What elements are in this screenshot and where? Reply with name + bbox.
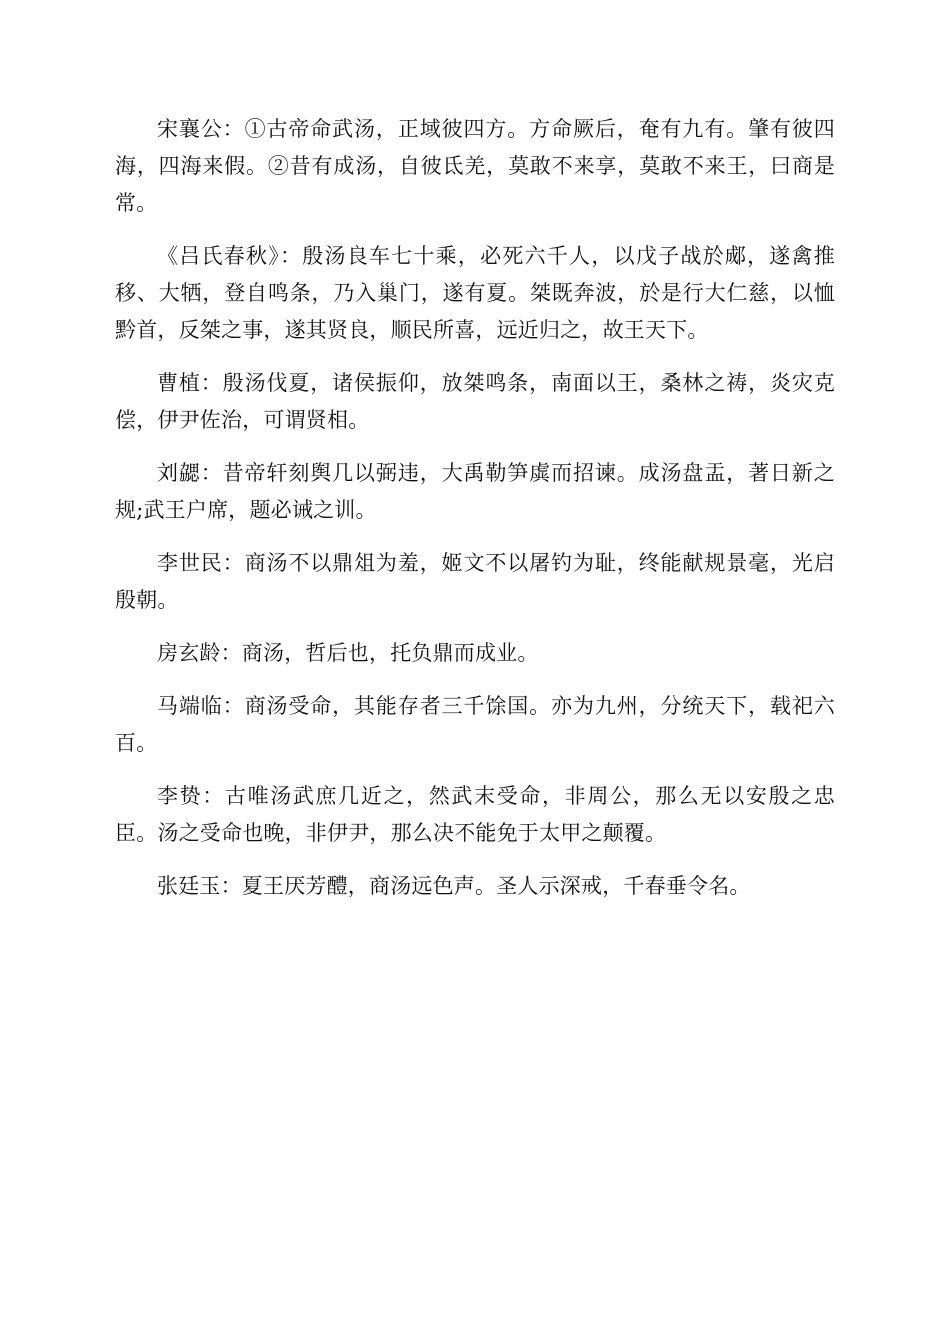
quote-paragraph-liu-xie: 刘勰：昔帝轩刻舆几以弼违，大禹勒笋虡而招谏。成汤盘盂，著日新之规;武王户席，题必诫之训。	[115, 461, 835, 522]
quote-paragraph-li-shimin: 李世民：商汤不以鼎俎为羞，姬文不以屠钓为耻，终能献规景毫，光启殷朝。	[115, 551, 835, 612]
quote-paragraph-ma-duanlin: 马端临：商汤受命，其能存者三千馀国。亦为九州，分统天下，载祀六百。	[115, 694, 835, 755]
quote-paragraph-zhang-tingyu: 张廷玉：夏王厌芳醴，商汤远色声。圣人示深戒，千春垂令名。	[157, 874, 751, 898]
quote-paragraph-cao-zhi: 曹植：殷汤伐夏，诸侯振仰，放桀鸣条，南面以王，桑林之祷，炎灾克偿，伊尹佐治，可谓贤相。	[115, 371, 835, 432]
quote-paragraph-li-zhi: 李贽：古唯汤武庶几近之，然武末受命，非周公，那么无以安殷之忠臣。汤之受命也晚，非伊尹，那么决不能免于太甲之颠覆。	[115, 784, 835, 845]
quote-paragraph-lushi-chunqiu: 《吕氏春秋》：殷汤良车七十乘，必死六千人，以戊子战於郕，遂禽推移、大牺，登自鸣条，乃入巢门，遂有夏。桀既奔波，於是行大仁慈，以恤黔首，反桀之事，遂其贤良，顺民所喜，远近归之，故王天下。	[115, 244, 835, 342]
quote-paragraph-fang-xuanling: 房玄龄：商汤，哲后也，托负鼎而成业。	[157, 641, 539, 665]
quote-paragraph-song-xianggong: 宋襄公：①古帝命武汤，正域彼四方。方命厥后，奄有九有。肇有彼四海，四海来假。②昔有成汤，自彼氐羌，莫敢不来享，莫敢不来王，曰商是常。	[115, 117, 835, 215]
document-body	[115, 111, 835, 921]
